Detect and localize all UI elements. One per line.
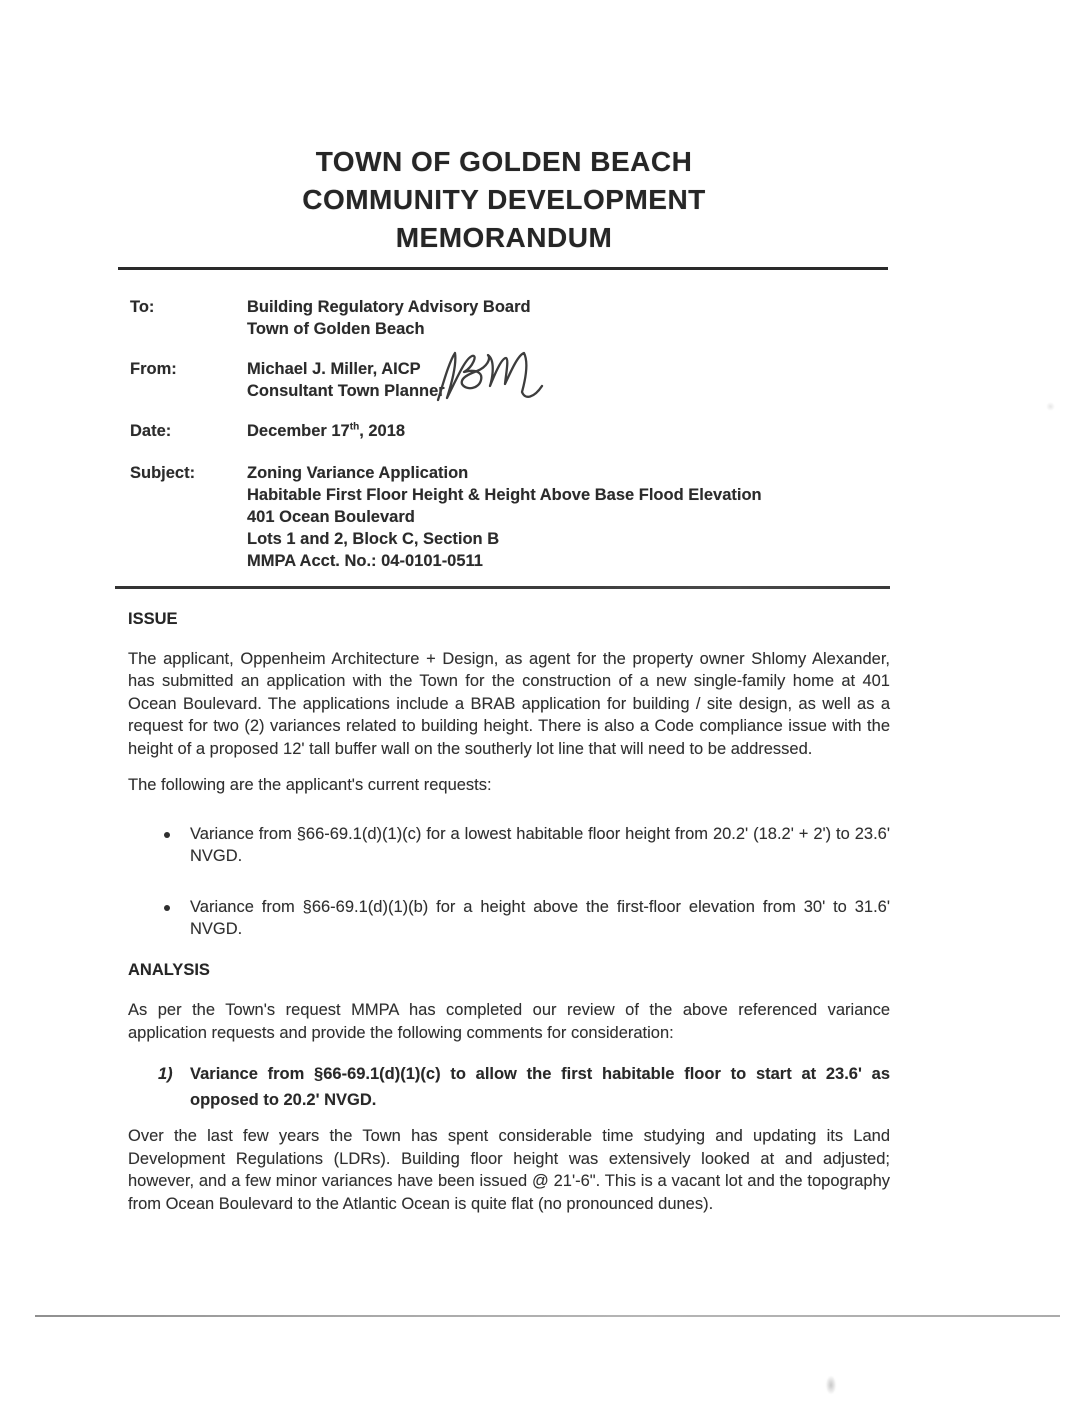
to-label: To:: [130, 298, 155, 316]
meta-row-subject: [130, 462, 1088, 572]
date-ordinal: th: [349, 421, 360, 433]
title-line-3: MEMORANDUM: [395, 222, 613, 253]
bullet-icon: [164, 905, 170, 911]
subject-line-account: MMPA Acct. No.: 04-0101-0511: [247, 552, 483, 570]
header-divider-line: [118, 267, 888, 270]
memo-header-fields: [130, 296, 1088, 572]
date-value: [247, 420, 405, 442]
list-item-variance-elevation: [128, 896, 890, 941]
analysis-item-1: [128, 1061, 890, 1113]
memo-body: [128, 608, 890, 1215]
subject-divider-line: [115, 586, 890, 589]
to-value: [247, 296, 531, 340]
from-name: Michael J. Miller, AICP: [247, 360, 421, 378]
analysis-intro-paragraph: As per the Town's request MMPA has completed our review of the above referenced variance application requests and provide the following comments for consideration:: [128, 1001, 890, 1042]
bullet-icon: [164, 832, 170, 838]
bullet-text: Variance from §66-69.1(d)(1)(b) for a height above the first-floor elevation from 30' to 31.6' NVGD.: [190, 897, 890, 938]
analysis-item-number: 1): [158, 1065, 173, 1083]
title-line-1: TOWN OF GOLDEN BEACH: [315, 146, 693, 177]
subject-line-address: 401 Ocean Boulevard: [247, 508, 415, 526]
memo-title: [118, 0, 890, 257]
date-text: December 17: [247, 422, 350, 440]
analysis-paragraph-2: Over the last few years the Town has spent considerable time studying and updating its Land Development Regulations (LDRs). Building floor height was extensively looked at and adjusted; however, and a few minor variances have been issued @ 21'-6". This is a vacant lot and the topography from Ocean Boulevard to the Atlantic Ocean is quite flat (no pronounced dunes).: [128, 1127, 890, 1213]
list-item-variance-floor-height: [128, 823, 890, 868]
from-label: From:: [130, 360, 177, 378]
requests-intro: The following are the applicant's current requests:: [128, 776, 492, 794]
subject-label: Subject:: [130, 464, 196, 482]
meta-row-from: [130, 358, 1088, 402]
handwritten-signature: [432, 346, 552, 416]
bullet-text: Variance from §66-69.1(d)(1)(c) for a lowest habitable floor height from 20.2' (18.2' + 2') to 23.6' NVGD.: [190, 824, 890, 865]
subject-line-topic: Habitable First Floor Height & Height Above Base Flood Elevation: [247, 486, 762, 504]
analysis-item-text: Variance from §66-69.1(d)(1)(c) to allow the first habitable floor to start at 23.6' as opposed to 20.2' NVGD.: [190, 1065, 890, 1109]
from-value: [247, 358, 445, 402]
footer-divider-line: [35, 1315, 1060, 1317]
issue-heading: ISSUE: [128, 610, 178, 628]
meta-row-to: [130, 296, 1088, 340]
subject-line-application: Zoning Variance Application: [247, 464, 469, 482]
subject-line-lots: Lots 1 and 2, Block C, Section B: [247, 530, 500, 548]
title-line-2: COMMUNITY DEVELOPMENT: [302, 184, 706, 215]
date-label: Date:: [130, 422, 172, 440]
analysis-heading: ANALYSIS: [128, 960, 210, 979]
date-year: , 2018: [359, 422, 406, 440]
to-recipient: Building Regulatory Advisory Board: [247, 298, 531, 316]
subject-value: [247, 462, 762, 572]
issue-paragraph: The applicant, Oppenheim Architecture + Design, as agent for the property owner Shlomy Alexander, has submitted an application with the Town for the construction of a new single-family home at 401 Ocean Boulevard. The applications include a BRAB application for building / site design, as well as a request for two (2) variances related to building height. There is also a Code compliance issue with the height of a proposed 12' tall buffer wall on the southerly lot line that will need to be addressed.: [128, 649, 890, 758]
from-title: Consultant Town Planner: [247, 382, 445, 400]
requests-list: [128, 823, 890, 941]
scan-artifact-smudge: [826, 1376, 836, 1394]
to-organization: Town of Golden Beach: [247, 320, 425, 338]
scan-artifact-speck: [1046, 402, 1055, 411]
meta-row-date: [130, 420, 1088, 442]
